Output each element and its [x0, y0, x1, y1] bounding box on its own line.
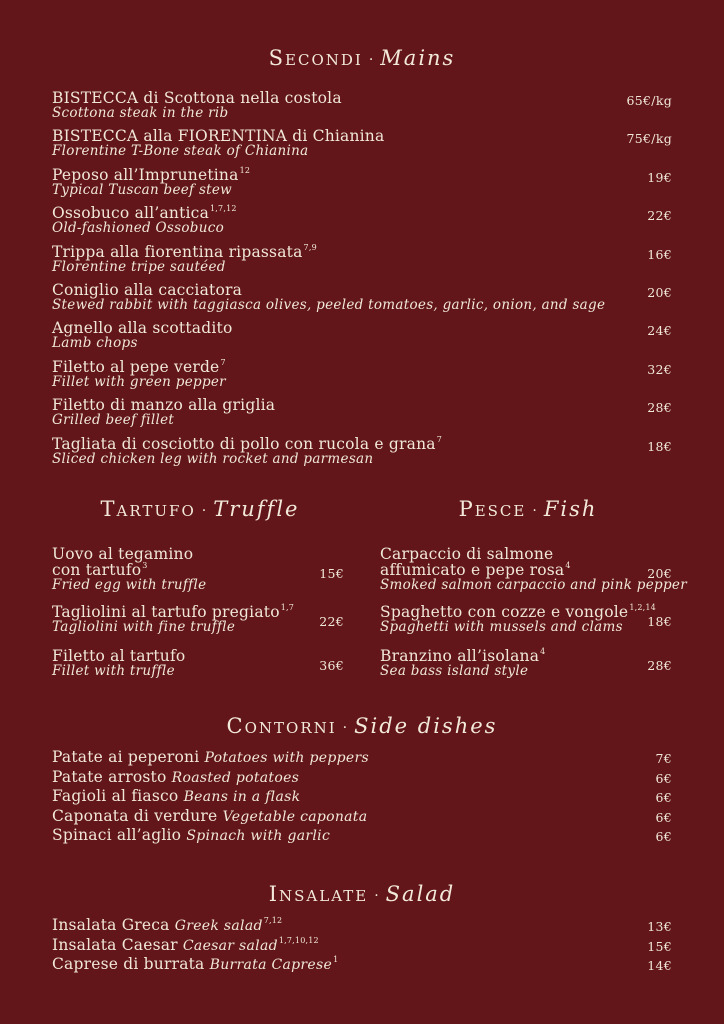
menu-item	[52, 936, 319, 954]
dish-line	[52, 205, 237, 221]
dish-description: Florentine T-Bone steak of Chianina	[52, 143, 309, 160]
dish-description: Spinach with garlic	[186, 828, 331, 845]
dish-price: 20€	[647, 566, 672, 581]
dish-price: 36€	[319, 658, 344, 673]
menu-item	[52, 807, 367, 825]
dish-line	[52, 604, 294, 620]
dish-line	[52, 648, 185, 664]
dish-name: Fagioli al fiasco	[52, 787, 179, 806]
menu-item	[52, 436, 442, 466]
dish-name: con tartufo	[52, 561, 142, 579]
dish-description: Potatoes with peppers	[204, 750, 369, 766]
allergen-note: 4	[565, 561, 571, 570]
menu-item	[52, 128, 384, 158]
dish-line-1: Uovo al tegamino	[52, 545, 194, 563]
menu-item	[52, 282, 605, 312]
section-title-tartufo: Tartufo · Truffle	[100, 497, 300, 521]
dish-line	[52, 397, 275, 413]
dish-price: 65€/kg	[626, 93, 672, 108]
dish-price: 16€	[647, 246, 672, 262]
menu-item	[52, 648, 185, 678]
dish-price: 20€	[647, 285, 672, 300]
menu-item	[52, 90, 342, 120]
dish-line	[52, 562, 206, 578]
section-title-contorni: Contorni · Side dishes	[226, 714, 498, 738]
dish-line	[380, 604, 656, 620]
dish-price: 28€	[647, 400, 672, 416]
dish-description: Grilled beef fillet	[52, 412, 175, 429]
dish-description: Typical Tuscan beef stew	[52, 181, 233, 198]
menu-item	[52, 787, 300, 805]
menu-item	[380, 546, 687, 592]
dish-line	[52, 244, 317, 260]
dish-description: Scottona steak in the rib	[52, 105, 229, 121]
dish-name: Insalata Caesar	[52, 935, 178, 954]
dish-name: Filetto al tartufo	[52, 647, 186, 665]
dish-price: 28€	[647, 658, 672, 673]
section-title-secondi: Secondi · Mains	[268, 46, 456, 70]
dish-description: Florentine tripe sautéed	[52, 258, 226, 275]
dish-price: 22€	[319, 614, 344, 629]
dish-description: Fillet with green pepper	[52, 373, 226, 390]
allergen-note: 7,9	[303, 242, 317, 252]
menu-item	[52, 748, 369, 766]
dish-name: Filetto di manzo alla griglia	[52, 396, 276, 415]
allergen-note: 1	[333, 955, 339, 965]
dish-name: BISTECCA di Scottona nella costola	[52, 89, 342, 107]
dish-price: 32€	[647, 361, 672, 377]
dish-line	[52, 359, 226, 375]
dish-name: Tagliolini al tartufo pregiato	[52, 603, 280, 621]
dish-description: Sliced chicken leg with rocket and parmesan	[52, 450, 374, 467]
dish-name: Caponata di verdure	[52, 806, 218, 825]
menu-item	[52, 916, 282, 934]
dish-description: Greek salad	[174, 918, 263, 934]
dish-name: Peposo all’Imprunetina	[52, 165, 239, 184]
dish-line	[52, 90, 342, 106]
dish-description: Fillet with truffle	[52, 663, 175, 679]
allergen-note: 7	[436, 434, 442, 444]
dish-line	[52, 282, 605, 298]
allergen-note: 7,12	[263, 916, 283, 925]
dish-line	[52, 167, 250, 183]
dish-price: 13€	[647, 919, 672, 934]
dish-line	[52, 128, 384, 144]
dish-price: 15€	[319, 566, 344, 581]
dish-name: Agnello alla scottadito	[52, 319, 233, 338]
dish-line-1: Carpaccio di salmone	[380, 545, 554, 563]
dish-description: Burrata Caprese	[209, 957, 333, 974]
dish-description: Vegetable caponata	[222, 808, 368, 825]
dish-name: affumicato e pepe rosa	[380, 561, 565, 579]
dish-description: Spaghetti with mussels and clams	[380, 619, 623, 635]
section-title-pesce: Pesce · Fish	[458, 497, 598, 521]
dish-price: 14€	[647, 958, 672, 974]
dish-price: 18€	[647, 438, 672, 454]
menu-item	[52, 826, 330, 844]
menu-item	[52, 397, 275, 427]
allergen-note: 4	[540, 647, 546, 656]
dish-description: Stewed rabbit with taggiasca olives, peeled tomatoes, garlic, onion, and sage	[52, 297, 606, 313]
allergen-note: 7	[220, 357, 226, 367]
dish-name: Filetto al pepe verde	[52, 357, 220, 376]
dish-description: Tagliolini with fine truffle	[52, 619, 236, 635]
dish-name: Coniglio alla cacciatora	[52, 281, 243, 299]
menu-item	[380, 648, 545, 678]
dish-description: Smoked salmon carpaccio and pink pepper	[380, 577, 687, 593]
dish-name: Patate ai peperoni	[52, 748, 200, 766]
menu-item	[52, 359, 226, 389]
allergen-note: 12	[239, 165, 251, 175]
dish-price: 6€	[655, 809, 672, 825]
dish-description: Sea bass island style	[380, 663, 529, 679]
dish-description: Fried egg with truffle	[52, 577, 207, 593]
section-title-insalate: Insalate · Salad	[268, 882, 456, 906]
menu-item	[380, 604, 656, 634]
dish-name: Patate arrosto	[52, 767, 167, 786]
dish-description: Lamb chops	[52, 335, 138, 352]
dish-name: Branzino all’isolana	[380, 647, 540, 665]
dish-name: Trippa alla fiorentina ripassata	[52, 242, 303, 261]
dish-name: Ossobuco all’antica	[52, 204, 210, 223]
menu-item	[52, 167, 250, 197]
dish-name: Spaghetto con cozze e vongole	[380, 603, 629, 621]
dish-line	[380, 562, 687, 578]
dish-price: 7€	[655, 751, 672, 766]
dish-price: 6€	[655, 829, 672, 845]
dish-price: 15€	[647, 938, 672, 954]
dish-price: 75€/kg	[626, 131, 672, 147]
menu-item	[52, 546, 206, 592]
dish-line	[380, 648, 545, 664]
dish-name: Caprese di burrata	[52, 955, 205, 974]
dish-line	[52, 436, 442, 452]
menu-item	[52, 320, 232, 350]
dish-price: 18€	[647, 614, 672, 629]
dish-description: Roasted potatoes	[171, 769, 300, 786]
allergen-note: 1,7	[280, 603, 295, 612]
menu-item	[52, 768, 299, 786]
dish-name: Insalata Greca	[52, 916, 170, 934]
dish-price: 6€	[655, 770, 672, 786]
dish-name: Spinaci all’aglio	[52, 826, 182, 845]
dish-price: 19€	[647, 169, 672, 185]
dish-price: 6€	[655, 790, 672, 806]
menu-item	[52, 955, 338, 973]
menu-item	[52, 205, 237, 235]
allergen-note: 1,2,14	[629, 603, 656, 612]
allergen-note: 3	[142, 561, 148, 570]
menu-item	[52, 604, 294, 634]
allergen-note: 1,7,10,12	[278, 935, 319, 945]
dish-description: Beans in a flask	[183, 789, 301, 806]
dish-name: BISTECCA alla FIORENTINA di Chianina	[52, 127, 385, 146]
dish-price: 22€	[647, 208, 672, 224]
dish-line	[52, 320, 232, 336]
allergen-note: 1,7,12	[210, 204, 237, 214]
dish-name: Tagliata di cosciotto di pollo con rucola e grana	[52, 434, 436, 453]
dish-description: Caesar salad	[182, 937, 278, 954]
menu-item	[52, 244, 317, 274]
dish-description: Old-fashioned Ossobuco	[52, 220, 224, 237]
dish-price: 24€	[647, 323, 672, 339]
